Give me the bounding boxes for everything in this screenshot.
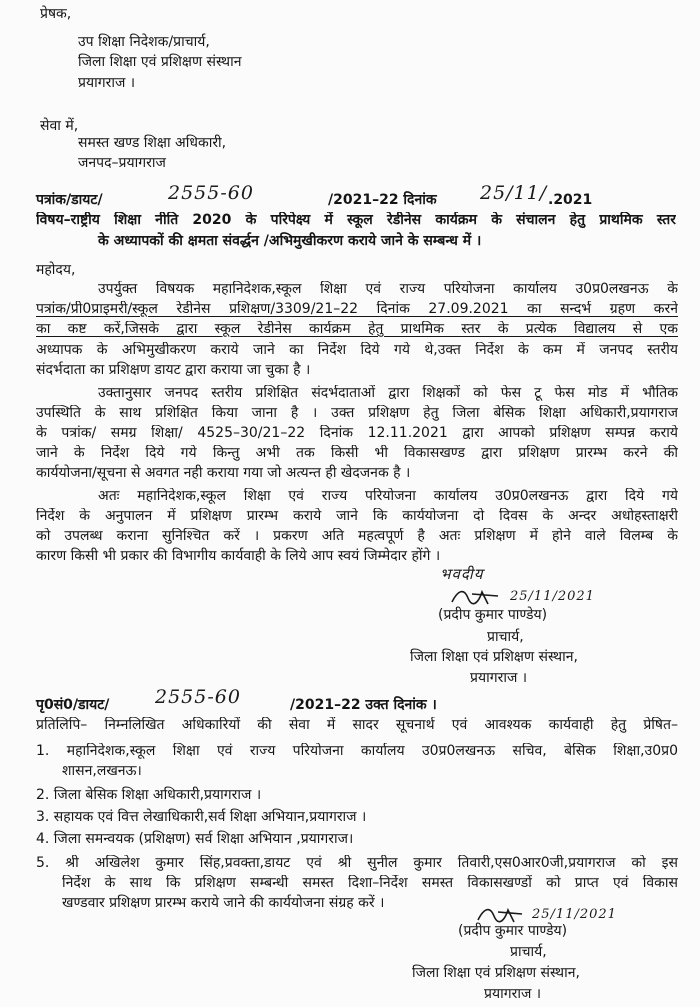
recipient-line-1: समस्त खण्ड शिक्षा अधिकारी, (78, 135, 227, 151)
copy-item-2: 2. जिला बेसिक शिक्षा अधिकारी,प्रयागराज । (36, 787, 262, 803)
copy-item-5b: निर्देश के साथ कि प्रशिक्षण सम्बन्धी समस्त दिशा–निर्देश समस्त विकासखण्डों को प्राप्त एवं विकास (62, 875, 678, 891)
signature-date: 25/11/2021 (510, 589, 595, 604)
sender-line-1: उप शिक्षा निदेशक/प्राचार्य, (78, 34, 210, 50)
para1-line-2: पत्रांक/प्री0प्राइमरी/स्कूल रेडीनेस प्रशिक्षण/3309/21–22 दिनांक 27.09.2021 का सन्दर्भ ग्रहण करने (36, 301, 678, 317)
reference-prefix: पत्रांक/डायट/ (36, 192, 103, 208)
para1-line-1: उपर्युक्त विषयक महानिदेशक,स्कूल शिक्षा एवं राज्य परियोजना कार्यालय उ0प्र0लखनऊ के (98, 281, 678, 297)
salutation: महोदय, (36, 262, 76, 278)
copy-item-5c: खण्डवार प्रशिक्षण प्रारम्भ कराये जाने की कार्ययोजना संग्रह करें । (62, 895, 385, 911)
closing2-title: प्राचार्य, (510, 944, 547, 960)
para3-line-1: अतः महानिदेशक,स्कूल शिक्षा एवं राज्य परियोजना कार्यालय उ0प्र0लखनऊ द्वारा दिये गये (98, 488, 678, 504)
closing-city: प्रयागराज । (470, 670, 528, 686)
recipient-line-2: जनपद–प्रयागराज (78, 155, 166, 171)
para2-line-5: कार्ययोजना/सूचना से अवगत नही कराया गया जो अत्यन्त ही खेदजनक है । (36, 465, 411, 481)
copy-item-1b: शासन,लखनऊ। (62, 763, 142, 779)
subject-line-2: के अध्यापकों की क्षमता संवर्द्धन /अभिमुखीकरण कराये जाने के सम्बन्ध में । (98, 233, 482, 249)
closing2-org: जिला शिक्षा एवं प्रशिक्षण संस्थान, (412, 965, 580, 981)
copy-ref-number: 2555-60 (155, 686, 241, 708)
closing-org: जिला शिक्षा एवं प्रशिक्षण संस्थान, (410, 649, 578, 665)
subject-line-1: विषय–राष्ट्रीय शिक्षा नीति 2020 के परिपेक्ष्य में स्कूल रेडीनेस कार्यक्रम के संचालन हेतु प्राथमिक स्तर (36, 212, 676, 228)
copy-item-5a: 5. श्री अखिलेश कुमार सिंह,प्रवक्ता,डायट एवं श्री सुनील कुमार तिवारी,एस0आर0जी,प्रयागराज को इस (36, 855, 678, 871)
para1-line-5: संदर्भदाता का प्रशिक्षण डायट द्वारा कराया जा चुका है । (36, 362, 311, 378)
para2-line-2: उपस्थिति के साथ प्रशिक्षित किया जाना है । उक्त प्रशिक्षण हेतु जिला बेसिक शिक्षा अधिकारी,प्रयागराज (36, 405, 678, 421)
copy-intro: प्रतिलिपि– निम्नलिखित अधिकारियों की सेवा में सादर सूचनार्थ एवं आवश्यक कार्यवाही हेतु प्रेषित– (36, 717, 678, 733)
para1-line-4: अध्यापक के अभिमुखीकरण कराये जाने का निर्देश दिये गये थे,उक्त निर्देश के कम में जनपद स्तरीय (36, 342, 678, 358)
sender-line-2: जिला शिक्षा एवं प्रशिक्षण संस्थान (78, 54, 242, 70)
recipient-label: सेवा में, (40, 118, 79, 134)
para2-line-1: उक्तानुसार जनपद स्तरीय प्रशिक्षित संदर्भदाताओं द्वारा शिक्षकों को फेस टू फेस मोड में भौतिक (98, 385, 678, 401)
para3-line-2: निर्देश के अनुपालन में प्रशिक्षण प्रारम्भ कराये जाने कि कार्ययोजना दो दिवस के अन्दर अधोहस्ताक्षरी (36, 508, 678, 524)
closing-bhavdiya: भवदीय (440, 565, 484, 583)
reference-date-handwritten: 25/11/ (480, 182, 548, 204)
copy-item-4: 4. जिला समन्वयक (प्रशिक्षण) सर्व शिक्षा अभियान ,प्रयागराज। (36, 831, 354, 847)
para3-line-4: कारण किसी भी प्रकार की विभागीय कार्यवाही के लिये आप स्वयं जिम्मेदार होंगे । (36, 548, 441, 564)
copy-ref-year: /2021–22 उक्त दिनांक । (290, 697, 437, 713)
closing-name: (प्रदीप कुमार पाण्डेय) (438, 607, 548, 623)
para2-line-4: जाने के निर्देश दिये गये किन्तु अभी तक किसी भी विकासखण्ड द्वारा प्रशिक्षण प्रारम्भ करने की (36, 445, 678, 461)
copy-item-1a: 1. महानिदेशक,स्कूल शिक्षा एवं राज्य परियोजना कार्यालय उ0प्र0लखनऊ सचिव, बेसिक शिक्षा,उ0प्र0 (36, 743, 678, 759)
para3-line-3: को उपलब्ध कराना सुनिश्चित करें । प्रकरण अति महत्वपूर्ण है अतः प्रशिक्षण में होने वाले विलम्ब के (36, 528, 678, 544)
closing-title: प्राचार्य, (487, 629, 524, 645)
reference-year: /2021–22 दिनांक (328, 192, 437, 208)
para2-line-3: के पत्रांक/ समग्र शिक्षा/ 4525–30/21–22 दिनांक 12.11.2021 द्वारा आपको प्रशिक्षण सम्पन्न कराये (36, 425, 678, 441)
sender-line-3: प्रयागराज । (78, 75, 136, 91)
copy-ref-prefix: पृ0सं0/डायट/ (36, 697, 110, 713)
sender-label: प्रेषक, (40, 6, 72, 22)
copy-item-3: 3. सहायक एवं वित्त लेखाधिकारी,सर्व शिक्षा अभियान,प्रयागराज । (36, 809, 367, 825)
reference-number: 2555-60 (168, 182, 254, 204)
signature-date-2: 25/11/2021 (532, 907, 617, 922)
closing2-name: (प्रदीप कुमार पाण्डेय) (458, 923, 568, 939)
closing2-city: प्रयागराज । (484, 986, 542, 1002)
para1-line-3: का कष्ट करें,जिसके द्वारा स्कूल रेडीनेस कार्यक्रम हेतु प्राथमिक स्तर के प्रत्येक विद्यालय से एक (36, 321, 678, 337)
reference-year-end: .2021 (548, 192, 593, 208)
